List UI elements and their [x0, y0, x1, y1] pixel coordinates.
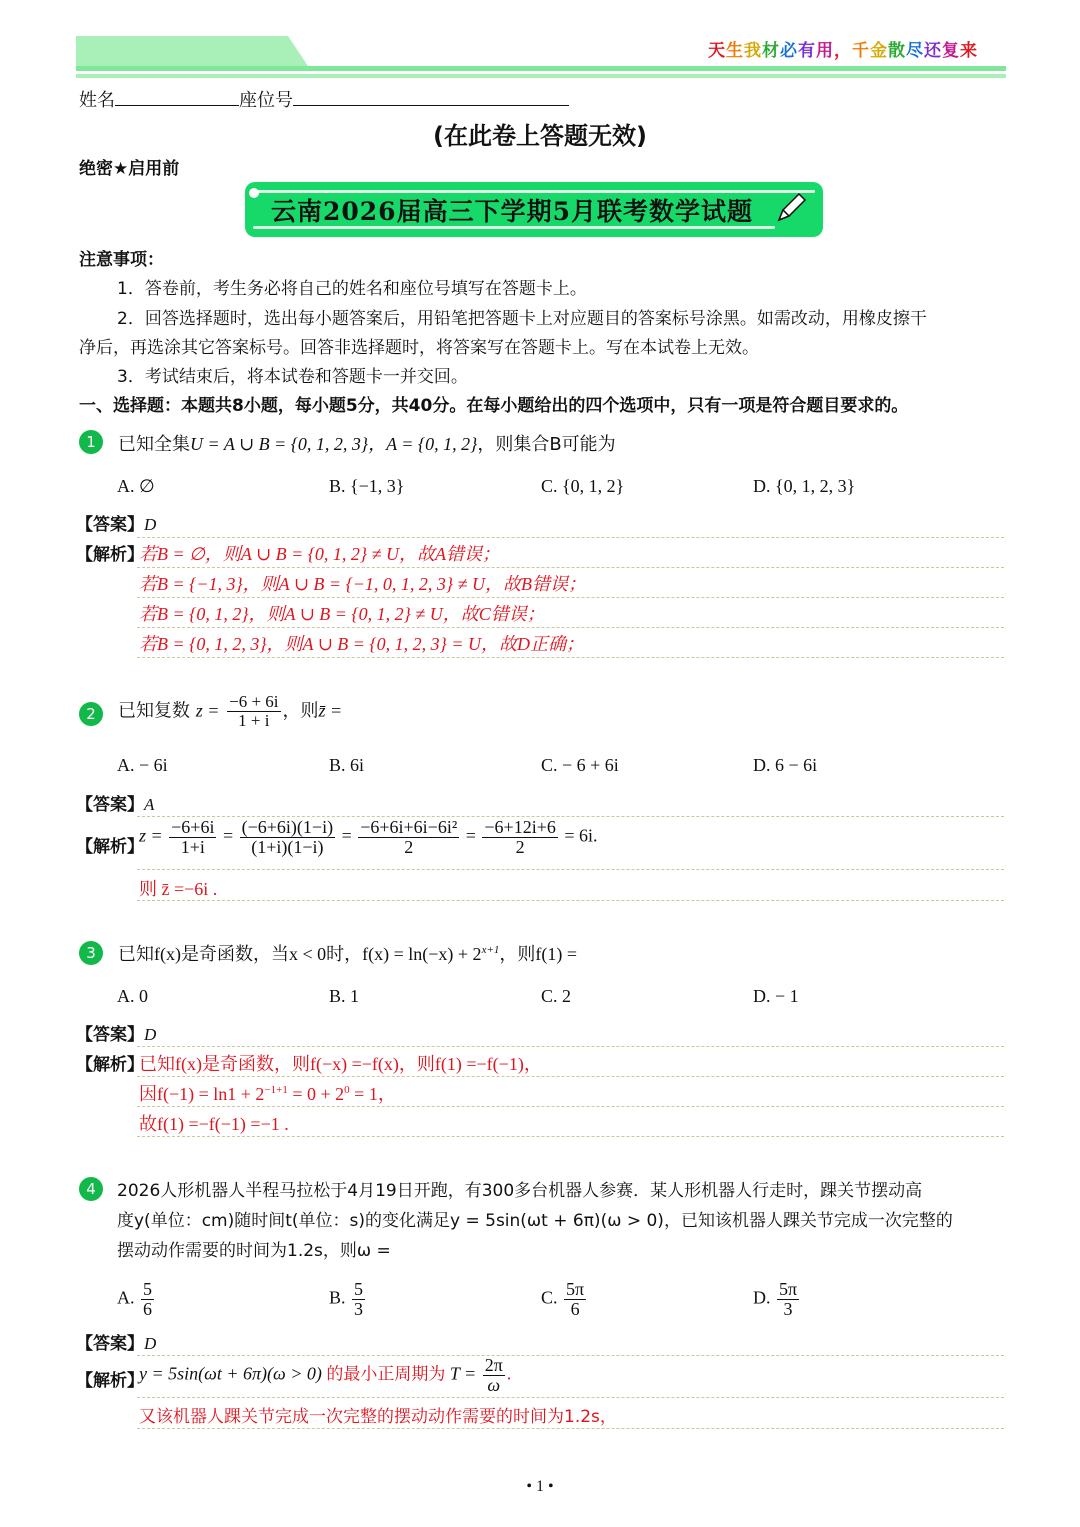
- analysis-line: 已知f(x)是奇函数，则f(−x) =−f(x)，则f(1) =−f(−1)，: [139, 1054, 542, 1074]
- option-fraction: [141, 1280, 154, 1319]
- fraction-denominator: (1+i)(1−i): [251, 836, 324, 857]
- answer-line: [76, 510, 156, 535]
- eq-text: = 6i.: [564, 825, 598, 846]
- header-slogan: [708, 36, 978, 61]
- analysis-math: T =: [449, 1363, 477, 1384]
- notice-item-3: 3．考试结束后，将本试卷和答题卡一并交回。: [117, 367, 468, 387]
- option-b[interactable]: [329, 1280, 367, 1319]
- stem-text: ，则集合B可能为: [477, 434, 616, 455]
- option-a[interactable]: [117, 1280, 156, 1319]
- analysis-line: 又该机器人踝关节完成一次完整的摆动动作需要的时间为1.2s，: [139, 1407, 617, 1427]
- option-label: C.: [541, 1287, 558, 1308]
- pencil-icon: [773, 192, 807, 226]
- fraction-numerator: 5π: [779, 1279, 798, 1299]
- analysis-text: 因f(−1) = ln1 + 2: [139, 1084, 265, 1104]
- stem-math: U = A ∪ B = {0, 1, 2, 3}，A = {0, 1, 2}: [190, 434, 478, 454]
- fraction-denominator: 2: [404, 836, 414, 857]
- stem-superscript: x+1: [481, 944, 500, 956]
- option-d[interactable]: D. − 1: [753, 986, 799, 1006]
- fraction-numerator: −6+12i+6: [484, 817, 556, 837]
- answer-label: 【答案】: [76, 515, 144, 535]
- option-fraction: [352, 1280, 365, 1319]
- option-d[interactable]: D. 6 − 6i: [753, 755, 818, 775]
- analysis-line: 若B = {0, 1, 2, 3}，则A ∪ B = {0, 1, 2, 3} = U，故D正确；: [139, 634, 584, 654]
- fraction-numerator: 5: [354, 1279, 364, 1299]
- stem-math: z̄ =: [318, 700, 343, 721]
- analysis-line: [139, 1080, 396, 1106]
- answer-value: D: [144, 515, 157, 534]
- question-3-stem: [118, 940, 577, 966]
- option-c[interactable]: C. 2: [541, 986, 572, 1006]
- eq-fraction: [358, 818, 459, 857]
- option-b[interactable]: B. {−1, 3}: [329, 476, 405, 496]
- stem-text: 已知全集: [118, 434, 190, 455]
- answer-label: 【答案】: [76, 795, 144, 815]
- analysis-superscript: −1+1: [264, 1084, 288, 1096]
- fraction-denominator: 3: [354, 1298, 364, 1319]
- analysis-math: y = 5sin(ωt + 6π)(ω > 0): [139, 1363, 322, 1384]
- option-a[interactable]: A. 0: [117, 986, 148, 1006]
- option-label: A.: [117, 1287, 135, 1308]
- fraction-numerator: −6+6i+6i−6i²: [360, 817, 458, 837]
- fraction-numerator: −6+6i: [171, 817, 215, 837]
- eq-text: z =: [139, 825, 163, 846]
- exam-title: 云南2026届高三下学期5月联考数学试题: [271, 197, 753, 226]
- fraction-denominator: 6: [570, 1298, 580, 1319]
- eq-fraction: [240, 818, 335, 857]
- analysis-label: 【解析】: [76, 545, 144, 565]
- title-banner: [245, 182, 823, 237]
- notice-title: 注意事项：: [79, 250, 164, 270]
- section-heading: 一、选择题：本题共8小题，每小题5分，共40分。在每小题给出的四个选项中，只有一项是符合题目要求的。: [79, 396, 909, 416]
- analysis-line: 则 z̄ =−6i .: [139, 879, 218, 899]
- option-d[interactable]: [753, 1280, 801, 1319]
- analysis-line: 若B = {0, 1, 2}，则A ∪ B = {0, 1, 2} ≠ U，故C错误；: [139, 604, 545, 624]
- option-label: D.: [753, 1287, 771, 1308]
- analysis-text: 的最小正周期为: [326, 1364, 446, 1385]
- option-fraction: [777, 1280, 799, 1319]
- analysis-line: y = 5sin(ωt + 6π)(ω > 0) 的最小正周期为 T = $\frac{2\pi}{\omega}$ .: [139, 1355, 512, 1395]
- page-number: • 1 •: [526, 1478, 554, 1495]
- option-a[interactable]: A. − 6i: [117, 755, 168, 775]
- fraction-numerator: 5π: [566, 1279, 585, 1299]
- eq-fraction: [169, 818, 216, 857]
- fraction-denominator: 2: [515, 836, 525, 857]
- fraction-numerator: 2π: [484, 1355, 503, 1375]
- eq-fraction: [482, 818, 557, 857]
- fraction-denominator: 3: [783, 1298, 793, 1319]
- answer-label: 【答案】: [76, 1025, 144, 1045]
- question-number-badge: 3: [79, 941, 103, 965]
- answer-value: D: [144, 1334, 157, 1353]
- question-number-badge: 1: [79, 430, 103, 454]
- answer-line: [76, 1020, 156, 1045]
- notice-item-2a: 2．回答选择题时，选出每小题答案后，用铅笔把答题卡上对应题目的答案标号涂黑。如需改动，用橡皮擦干: [117, 309, 927, 329]
- analysis-line: 若B = {−1, 3}，则A ∪ B = {−1, 0, 1, 2, 3} ≠ U，故B错误；: [139, 574, 586, 594]
- invalid-note: (在此卷上答题无效): [433, 122, 647, 150]
- question-4-stem-line: 度y(单位：cm)随时间t(单位：s)的变化满足y = 5sin(ωt + 6π)(ω > 0)，已知该机器人踝关节完成一次完整的: [117, 1211, 953, 1231]
- option-c[interactable]: [541, 1280, 588, 1319]
- seat-label: 座位号: [239, 90, 293, 110]
- option-fraction: [564, 1280, 586, 1319]
- answer-label: 【答案】: [76, 1334, 144, 1354]
- answer-value: D: [144, 1025, 157, 1044]
- question-4-stem-line: 2026人形机器人半程马拉松于4月19日开跑，有300多台机器人参赛．某人形机器人行走时，踝关节摆动高: [117, 1181, 923, 1201]
- analysis-label: 【解析】: [76, 1371, 144, 1391]
- stem-text: ，则: [282, 700, 319, 722]
- analysis-text: = 0 + 2: [287, 1084, 345, 1104]
- question-number-badge: 4: [79, 1177, 103, 1201]
- fraction-denominator: 1+i: [180, 836, 205, 857]
- notice-item-2b: 净后，再选涂其它答案标号。回答非选择题时，将答案写在答题卡上。写在本试卷上无效。: [79, 338, 759, 358]
- analysis-superscript: 0: [344, 1084, 350, 1096]
- question-number-badge: 2: [79, 702, 103, 726]
- option-b[interactable]: B. 1: [329, 986, 360, 1006]
- question-4-stem-line: 摆动动作需要的时间为1.2s，则ω =: [117, 1241, 391, 1261]
- analysis-line: 若B = ∅，则A ∪ B = {0, 1, 2} ≠ U，故A错误；: [139, 544, 500, 564]
- analysis-label: 【解析】: [76, 1055, 144, 1075]
- fraction-denominator: 1 + i: [238, 710, 270, 730]
- analysis-equation: z = $\frac{-6+6i}{1+i}$ = $\frac{(-6+6i)(1-i)}{(1+i)(1-i)}$ = $\frac{\text{−6+6i+6i−6i²}}{2}$ = $\frac{-6+12i+6}{2}$ = 6i.: [139, 817, 598, 857]
- answer-value: A: [144, 795, 155, 814]
- confidential-mark: 绝密★启用前: [79, 159, 180, 179]
- analysis-text: = 1，: [349, 1084, 396, 1104]
- stem-text: 已知f(x)是奇函数，当x < 0时，f(x) = ln(−x) + 2: [118, 944, 482, 964]
- option-a[interactable]: A. ∅: [117, 476, 155, 496]
- option-c[interactable]: C. {0, 1, 2}: [541, 476, 625, 496]
- option-c[interactable]: C. − 6 + 6i: [541, 755, 619, 775]
- slogan-text: 天生我材必有用，千金散尽还复来: [708, 41, 978, 61]
- student-info-line: [79, 86, 569, 112]
- analysis-fraction: [483, 1356, 505, 1395]
- analysis-label: 【解析】: [76, 837, 144, 857]
- stem-text: ，则f(1) =: [499, 944, 578, 964]
- fraction-denominator: ω: [487, 1374, 501, 1395]
- stem-fraction: [227, 693, 280, 730]
- stem-math: z =: [195, 700, 220, 721]
- fraction-denominator: 6: [143, 1298, 152, 1319]
- answer-line: [76, 790, 154, 815]
- question-2-stem: [118, 693, 342, 730]
- name-blank[interactable]: [115, 87, 239, 106]
- answer-line: [76, 1329, 156, 1354]
- option-label: B.: [329, 1287, 346, 1308]
- fraction-numerator: −6 + 6i: [229, 692, 279, 711]
- seat-blank[interactable]: [293, 87, 569, 106]
- analysis-line: 故f(1) =−f(−1) =−1 .: [139, 1114, 289, 1134]
- name-label: 姓名: [79, 90, 115, 110]
- option-d[interactable]: D. {0, 1, 2, 3}: [753, 476, 856, 496]
- question-1-stem: [118, 430, 616, 456]
- option-b[interactable]: B. 6i: [329, 755, 365, 775]
- stem-text: 已知复数: [118, 700, 190, 722]
- fraction-numerator: (−6+6i)(1−i): [241, 817, 334, 837]
- notice-item-1: 1．答卷前，考生务必将自己的姓名和座位号填写在答题卡上。: [117, 279, 587, 299]
- fraction-numerator: 5: [143, 1279, 152, 1299]
